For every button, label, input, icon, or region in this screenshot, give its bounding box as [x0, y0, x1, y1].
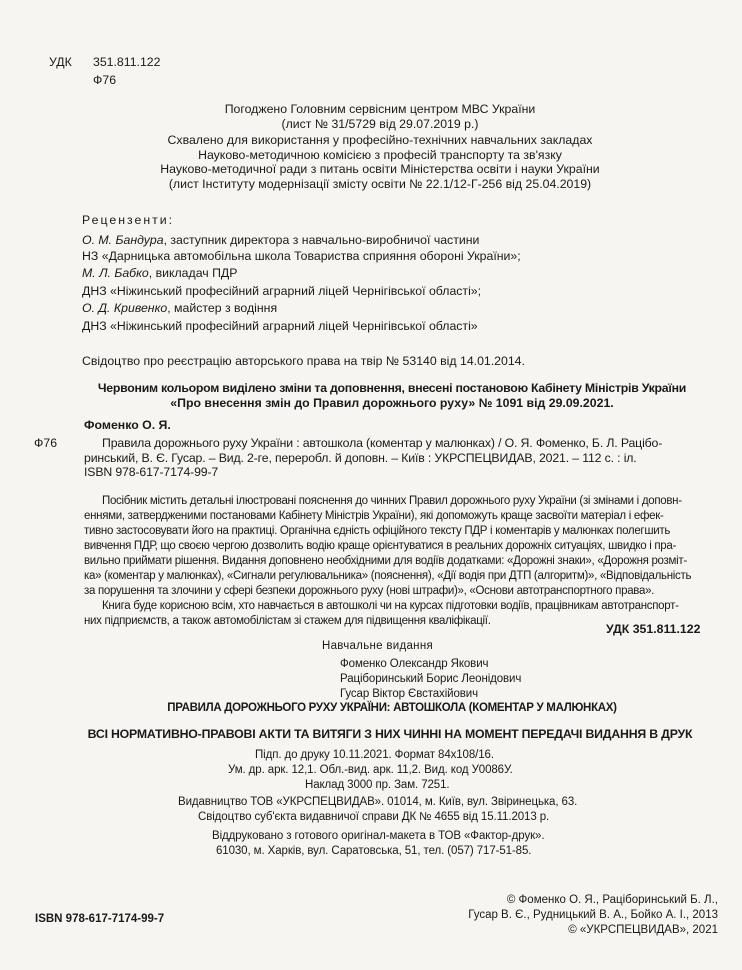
reviewers-list: [82, 233, 702, 334]
edition-author: Гусар Віктор Євстахійович: [340, 688, 479, 700]
reviewer-org: НЗ «Дарницька автомобільна школа Товариства сприяння обороні України»;: [82, 248, 521, 263]
print-details: [210, 748, 630, 793]
reviewers-title: Рецензенти:: [82, 213, 175, 227]
approval-line: Погоджено Головним сервісним центром МВС України: [224, 102, 536, 116]
changes-note-line: Червоним кольором виділено зміни та доповнення, внесені постановою Кабінету Міністрів України: [97, 381, 687, 395]
reviewer-entry: [82, 233, 702, 248]
print-line: Ум. др. арк. 12,1. Обл.-вид. арк. 11,2. Вид. код У0086У.: [228, 764, 513, 776]
reviewer-role: , майстер з водіння: [167, 301, 278, 316]
catalog-author: Фоменко О. Я.: [84, 418, 171, 432]
print-line: Віддруковано з готового оригінал-макета в ТОВ «Фактор-друк».: [212, 830, 545, 842]
catalog-line: ринський, В. Є. Гусар. – Вид. 2-ге, переробл. й доповн. – Київ : УКРСПЕЦВИДАВ, 2021. – 112 с. : іл.: [84, 450, 637, 465]
copyright-line: © Фоменко О. Я., Раціборинський Б. Л.,: [506, 894, 718, 906]
changes-note: [62, 381, 722, 410]
publisher-details: [178, 795, 638, 825]
catalog-line: Правила дорожнього руху України : автошкола (коментар у малюнках) / О. Я. Фоменко, Б. Л. Рацібо-: [102, 436, 663, 450]
approval-line: (лист № 31/5729 від 29.07.2019 р.): [281, 116, 479, 131]
approval-line: Схвалено для використання у професійно-технічних навчальних закладах: [167, 133, 593, 147]
catalog-code: Ф76: [34, 436, 58, 450]
footer-isbn: ISBN 978-617-7174-99-7: [35, 913, 165, 925]
abstract-line: Посібник містить детальні ілюстровані пояснення до чинних Правил дорожнього руху України (зі змінами і доповн-: [102, 495, 682, 507]
print-line: 61030, м. Харків, вул. Саратовська, 51, тел. (057) 717-51-85.: [216, 845, 532, 857]
reviewer-entry: [82, 301, 702, 316]
reviewer-name: М. Л. Бабко: [82, 266, 149, 281]
reviewer-entry: [82, 266, 702, 281]
edition-type: Навчальне видання: [322, 640, 433, 652]
print-line: Свідоцтво суб'єкта видавничої справи ДК № 4655 від 15.11.2013 р.: [198, 811, 550, 823]
reviewer-name: О. Д. Кривенко: [82, 301, 168, 316]
print-line: Наклад 3000 пр. Зам. 7251.: [305, 779, 450, 791]
catalog-isbn: ISBN 978-617-7174-99-7: [84, 465, 219, 480]
abstract-line: тивно застосовувати його на практиці. Органічна єдність офіційного тексту ПДР і коментарів у малюнках полегшить: [84, 525, 671, 537]
copyright-line: © «УКРСПЕЦВИДАВ», 2021: [568, 924, 718, 936]
abstract-line: за порушення та злочини у сфері безпеки дорожнього руху (нові штрафи)», «Основи автотранспортного права».: [84, 585, 655, 597]
edition-authors: [340, 657, 521, 702]
udk-label: УДК: [49, 55, 72, 69]
approval-line: Науково-методичної ради з питань освіти Міністерства освіти і науки України: [160, 162, 600, 177]
reviewer-name: О. М. Бандура: [82, 233, 164, 247]
print-line: Видавництво ТОВ «УКРСПЕЦВИДАВ». 01014, м. Київ, вул. Звіринецька, 63.: [178, 796, 578, 808]
book-title: ПРАВИЛА ДОРОЖНЬОГО РУХУ УКРАЇНИ: АВТОШКОЛА (КОМЕНТАР У МАЛЮНКАХ): [167, 702, 617, 714]
reviewer-org: ДНЗ «Ніжинський професійний аграрний ліцей Чернігівської області»;: [82, 283, 482, 298]
abstract: [84, 494, 724, 629]
approval-line: (лист Інституту модернізації змісту освіти № 22.1/12-Г-256 від 25.04.2019): [168, 176, 592, 191]
approval-line: Науково-методичною комісією з професій транспорту та зв'язку: [198, 147, 562, 162]
book-subtitle: ВСІ НОРМАТИВНО-ПРАВОВІ АКТИ ТА ВИТЯГИ З НИХ ЧИННІ НА МОМЕНТ ПЕРЕДАЧІ ВИДАННЯ В ДРУК: [87, 727, 693, 741]
udk-right: УДК 351.811.122: [606, 622, 701, 636]
copyright-line: Гусар В. Є., Рудницький В. А., Бойко А. І., 2013: [468, 909, 718, 921]
print-line: Підп. до друку 10.11.2021. Формат 84x108/16.: [255, 749, 494, 761]
copyright-certificate: Свідоцтво про реєстрацію авторського права на твір № 53140 від 14.01.2014.: [82, 354, 525, 368]
reviewer-role: , викладач ПДР: [148, 266, 238, 281]
abstract-line: вивчення ПДР, що своєю чергою дозволить водію краще орієнтуватися в реальних дорожніх ситуаціях, швидко і пра-: [84, 540, 677, 552]
abstract-line: них підприємств, а також автомобілістам зі стажем для підвищення кваліфікації.: [84, 615, 491, 627]
abstract-line: ка» (коментар у малюнках), «Сигнали регулювальника» (пояснення), «Дії водія при ДТП (алгоритм)», «Відповідальність: [84, 570, 692, 582]
approval-block: [80, 133, 680, 191]
printer-details: [212, 829, 632, 859]
approval-block: [80, 102, 680, 131]
edition-author: Раціборинський Борис Леонідович: [340, 673, 522, 685]
catalog-description: [84, 436, 722, 480]
abstract-line: Книга буде корисною всім, хто навчається в автошколі чи на курсах підготовки водіїв, працівникам автотранспорт-: [102, 600, 679, 612]
bbk-code: Ф76: [93, 73, 117, 87]
abstract-line: еннями, затвердженими постановами Кабінету Міністрів України), які допоможуть краще засвоїти матеріал і ефек-: [84, 510, 664, 522]
reviewer-org: ДНЗ «Ніжинський професійний аграрний ліцей Чернігівської області»: [82, 318, 478, 333]
reviewer-role: , заступник директора з навчально-виробничої частини: [163, 233, 480, 247]
abstract-line: вильно приймати рішення. Видання доповнено необхідними для водіїв додатками: «Дорожні знаки», «Дорожня розміт-: [84, 555, 687, 567]
changes-note-line: «Про внесення змін до Правил дорожнього руху» № 1091 від 29.09.2021.: [170, 395, 614, 410]
edition-author: Фоменко Олександр Якович: [340, 658, 489, 670]
udk-code: 351.811.122: [93, 55, 161, 69]
copyright-holders: [380, 893, 718, 938]
